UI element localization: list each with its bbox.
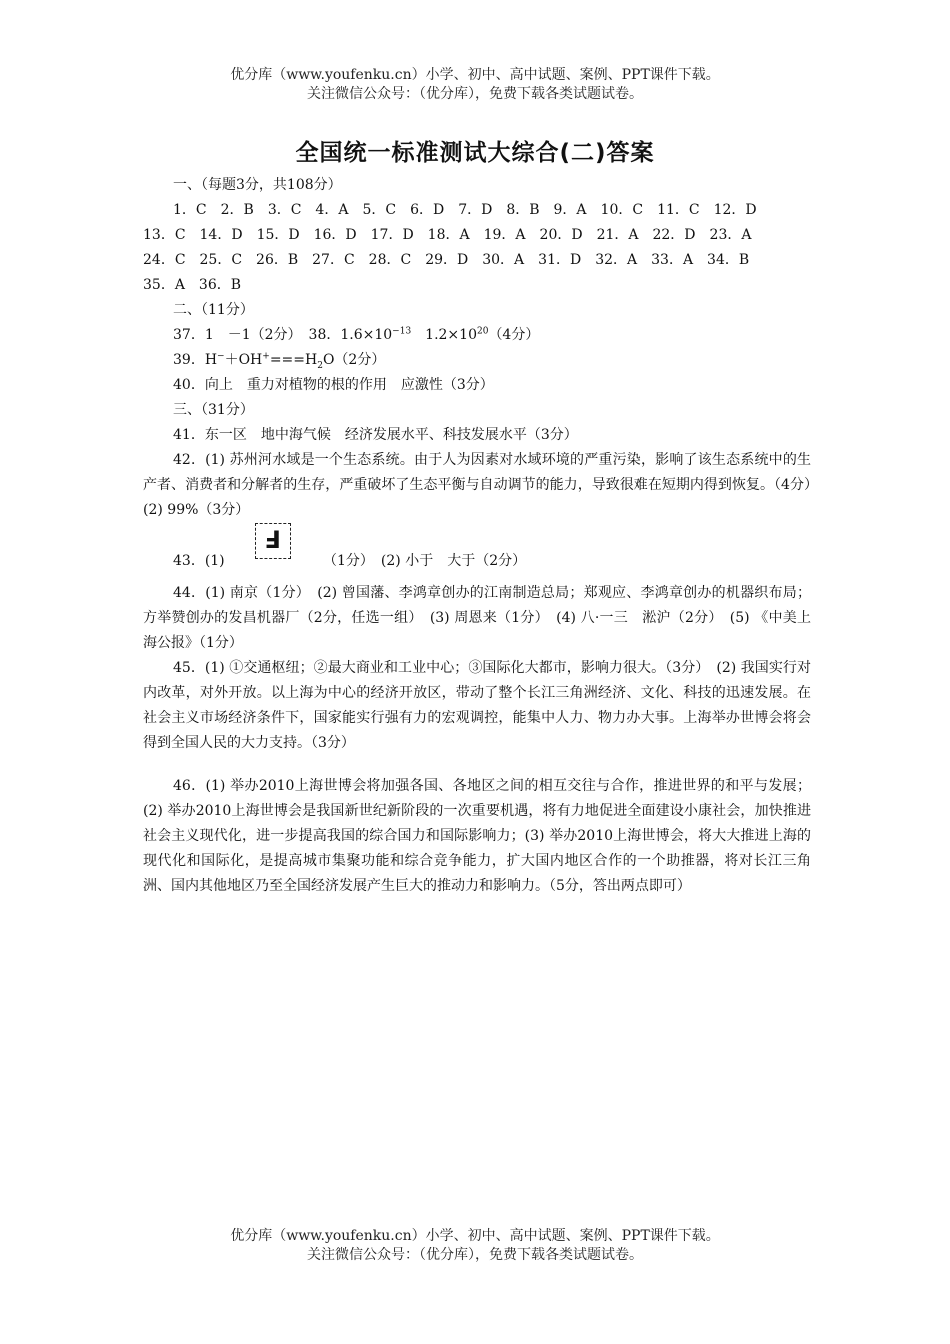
- question-41: 41．东一区 地中海气候 经济发展水平、科技发展水平（3分）: [173, 427, 578, 443]
- inverted-f-symbol: Ⅎ: [264, 526, 281, 554]
- question-43-answer: （1分） (2) 小于 大于（2分）: [323, 553, 527, 569]
- question-44: 44．(1) 南京（1分） (2) 曾国藩、李鸿章创办的江南制造总局；郑观应、李鸿章创办的机器织布局；方举赞创办的发昌机器厂（2分，任选一组） (3) 周恩来（1分） (4) 八·一三 淞沪（2分） (5) 《中美上海公报》（1分）: [143, 585, 811, 651]
- question-43: [143, 523, 811, 581]
- question-43-label: 43．(1): [173, 553, 225, 569]
- answers-line-1: 1．C 2．B 3．C 4．A 5．C 6．D 7．D 8．B 9．A 10．C 11．C 12．D: [173, 202, 757, 218]
- page-header: [0, 66, 950, 104]
- answer-body: [143, 173, 825, 899]
- dashed-symbol-box: [255, 523, 291, 559]
- header-line-1: 优分库（www.youfenku.cn）小学、初中、高中试题、案例、PPT课件下载。: [230, 67, 720, 83]
- question-39: 39．$H^-+OH^+===H_2O(2$分）: [173, 351, 386, 371]
- section-2-heading: 二、（11分）: [173, 302, 254, 318]
- header-line-2: 关注微信公众号：（优分库），免费下载各类试题试卷。: [307, 86, 643, 102]
- section-3-heading: 三、（31分）: [173, 402, 254, 418]
- question-37-38: 37．1 －1（2分） 38．$1.6\times 10^{-13}$ $1.2\times 10^{20}(4$分）: [173, 326, 540, 343]
- page-footer: [0, 1227, 950, 1265]
- page-title: 全国统一标准测试大综合(二)答案: [295, 140, 655, 166]
- answers-line-4: 35．A 36．B: [143, 277, 242, 293]
- question-40: 40．向上 重力对植物的根的作用 应激性（3分）: [173, 377, 494, 393]
- footer-line-2: 关注微信公众号：（优分库），免费下载各类试题试卷。: [307, 1247, 643, 1263]
- answers-line-3: 24．C 25．C 26．B 27．C 28．C 29．D 30．A 31．D 32．A 33．A 34．B: [143, 252, 750, 268]
- section-1-heading: 一、（每题3分，共108分）: [173, 177, 342, 193]
- question-42: 42．(1) 苏州河水域是一个生态系统。由于人为因素对水域环境的严重污染，影响了该生态系统中的生产者、消费者和分解者的生存，严重破坏了生态平衡与自动调节的能力，导致很难在短期内得到恢复。（4分） (2) 99%（3分）: [143, 452, 825, 518]
- footer-line-1: 优分库（www.youfenku.cn）小学、初中、高中试题、案例、PPT课件下载。: [230, 1228, 720, 1244]
- question-45: 45．(1) ①交通枢纽；②最大商业和工业中心；③国际化大都市，影响力很大。（3分） (2) 我国实行对内改革，对外开放。以上海为中心的经济开放区，带动了整个长江三角洲经济、文化、科技的迅速发展。在社会主义市场经济条件下，国家能实行强有力的宏观调控，能集中人力、物力办大事。上海举办世博会将会得到全国人民的大力支持。（3分）: [143, 660, 811, 751]
- answers-line-2: 13．C 14．D 15．D 16．D 17．D 18．A 19．A 20．D 21．A 22．D 23．A: [143, 227, 752, 243]
- question-46: 46．(1) 举办2010上海世博会将加强各国、各地区之间的相互交往与合作，推进世界的和平与发展；(2) 举办2010上海世博会是我国新世纪新阶段的一次重要机遇，将有力地促进全面建设小康社会，加快推进社会主义现代化，进一步提高我国的综合国力和国际影响力；(3) 举办2010上海世博会，将大大推进上海的现代化和国际化，是提高城市集聚功能和综合竞争能力，扩大国内地区合作的一个助推器，将对长江三角洲、国内其他地区乃至全国经济发展产生巨大的推动力和影响力。（5分，答出两点即可）: [143, 778, 811, 894]
